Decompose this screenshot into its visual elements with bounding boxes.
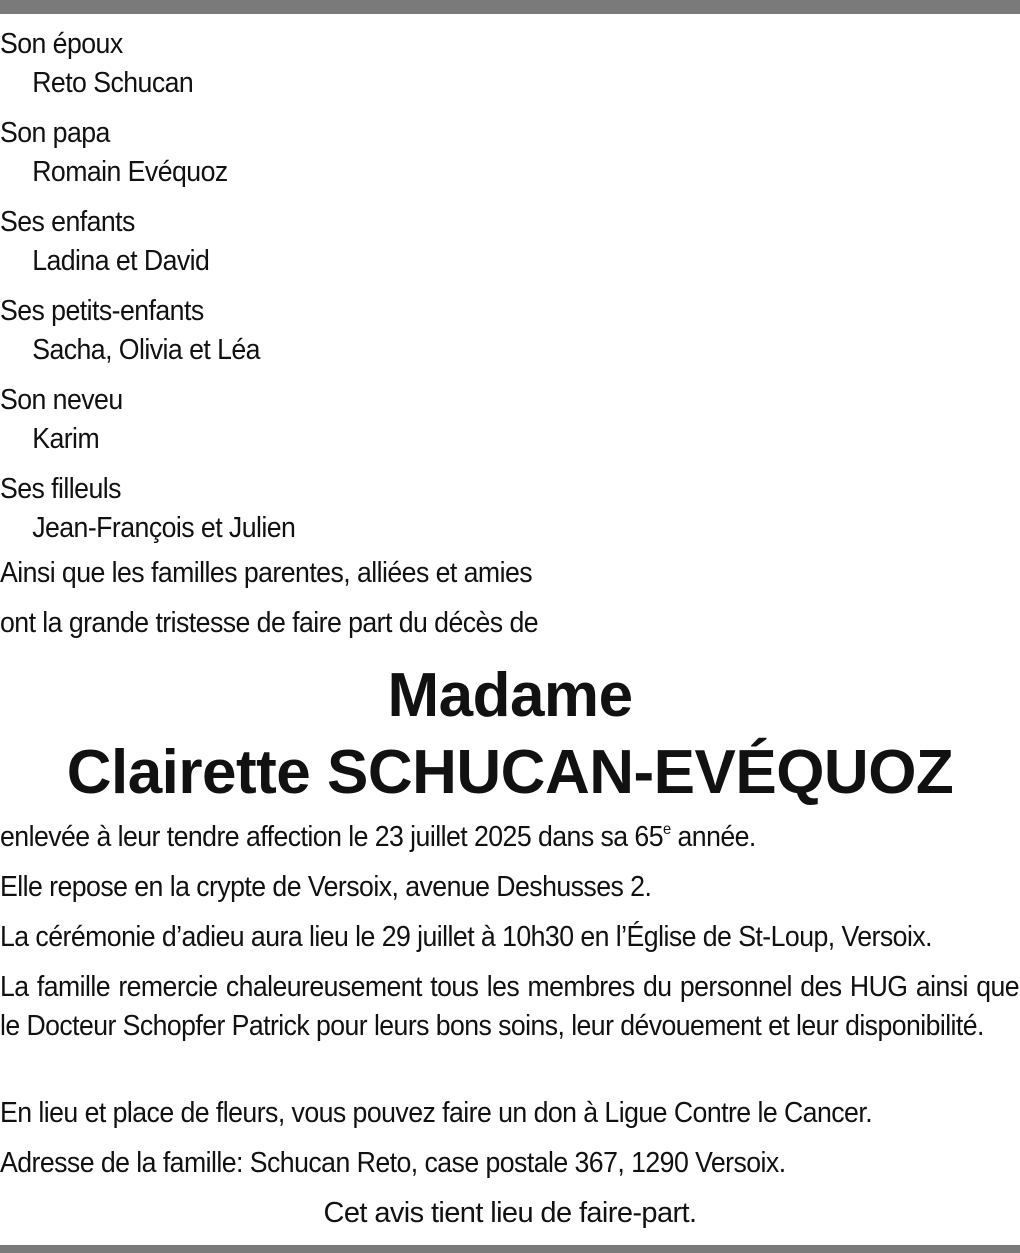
relative-group-children — [0, 202, 1020, 281]
relation-label: Son papa — [0, 117, 110, 149]
deceased-name: Clairette SCHUCAN-EVÉQUOZ — [66, 738, 954, 807]
relative-group-grandchildren — [0, 291, 1020, 370]
rest-line: Elle repose en la crypte de Versoix, avenue Deshusses 2. — [0, 871, 652, 903]
relative-group-godchildren — [0, 469, 1020, 548]
relation-label: Ses petits-enfants — [0, 295, 204, 327]
relative-names: Reto Schucan — [32, 67, 194, 99]
relation-label: Son neveu — [0, 384, 123, 416]
death-line-end: année. — [670, 821, 756, 853]
relative-group-father — [0, 113, 1020, 192]
relative-names: Jean-François et Julien — [32, 512, 296, 544]
relative-names: Karim — [32, 423, 100, 455]
relation-label: Ses filleuls — [0, 473, 121, 505]
death-line — [0, 812, 938, 862]
top-rule — [0, 0, 1020, 14]
thanks-paragraph: La famille remercie chaleureusement tous les membres du personnel des HUG ainsi que le Docteur Schopfer Patrick pour leurs bons soins, leur dévouement et leur disponibilité. — [0, 971, 1019, 1042]
deceased-honorific: Madame — [387, 661, 633, 730]
death-line-text: enlevée à leur tendre affection le 23 juillet 2025 dans sa 65 — [0, 821, 663, 853]
families-line: Ainsi que les familles parentes, alliées et amies — [0, 557, 533, 589]
relatives-list — [0, 24, 1020, 548]
relative-group-nephew — [0, 380, 1020, 459]
relative-group-spouse — [0, 24, 1020, 103]
address-line: Adresse de la famille: Schucan Reto, case postale 367, 1290 Versoix. — [0, 1147, 786, 1179]
donation-line: En lieu et place de fleurs, vous pouvez faire un don à Ligue Contre le Cancer. — [0, 1097, 873, 1129]
deceased-title — [0, 658, 1020, 812]
ceremony-line: La cérémonie d’adieu aura lieu le 29 juillet à 10h30 en l’Église de St-Loup, Versoix. — [0, 921, 932, 953]
ordinal-suffix: e — [662, 821, 671, 838]
relative-names: Ladina et David — [32, 245, 210, 277]
obituary-notice — [0, 24, 1020, 1238]
relation-label: Son époux — [0, 28, 123, 60]
relation-label: Ses enfants — [0, 206, 135, 238]
relative-names: Sacha, Olivia et Léa — [32, 334, 260, 366]
closing-line: Cet avis tient lieu de faire-part. — [323, 1197, 697, 1229]
announcement-line: ont la grande tristesse de faire part du décès de — [0, 607, 539, 639]
bottom-rule — [0, 1245, 1020, 1253]
relative-names: Romain Evéquoz — [32, 156, 228, 188]
